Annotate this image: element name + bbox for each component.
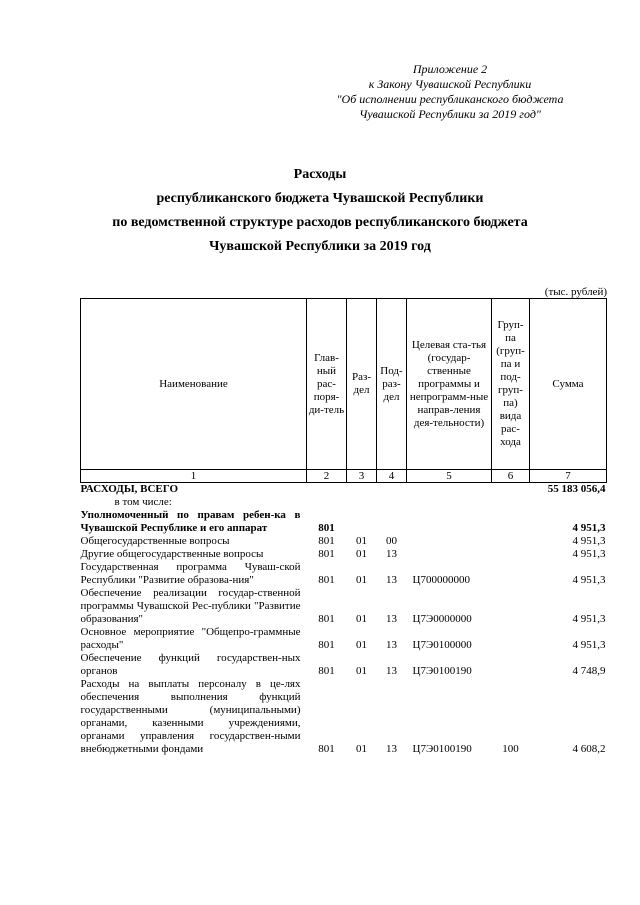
row-name: Обеспечение функций государствен-ных органов bbox=[80, 652, 301, 677]
col-header-section: Раз-дел bbox=[347, 299, 377, 470]
col-header-admin: Глав-ный рас-поря-ди-тель bbox=[307, 299, 347, 470]
row-sum: 4 951,3 bbox=[572, 574, 606, 586]
row-section: 01 bbox=[356, 535, 367, 547]
row-admin: 801 bbox=[318, 743, 335, 755]
row-group: 100 bbox=[502, 743, 519, 755]
row-name: Обеспечение реализации государ-ственной программы Чувашской Рес-публики "Развитие образования" bbox=[80, 587, 301, 625]
row-subsection: 13 bbox=[386, 548, 397, 560]
table-row bbox=[81, 678, 607, 756]
col-header-sum: Сумма bbox=[530, 299, 607, 470]
row-name: Государственная программа Чуваш-ской Республики "Развитие образова-ния" bbox=[80, 561, 301, 586]
row-subsection bbox=[377, 483, 407, 497]
col-number: 6 bbox=[492, 470, 530, 483]
row-target bbox=[407, 548, 492, 561]
row-subsection: 13 bbox=[386, 613, 397, 625]
table-row bbox=[81, 587, 607, 626]
row-subsection: 13 bbox=[386, 574, 397, 586]
row-section: 01 bbox=[356, 574, 367, 586]
row-section: 01 bbox=[356, 665, 367, 677]
row-target: Ц7Э0100000 bbox=[412, 639, 472, 651]
row-target: Ц7Э0100190 bbox=[412, 665, 472, 677]
row-admin bbox=[307, 483, 347, 497]
appendix-caption bbox=[300, 62, 600, 122]
row-sum: 4 951,3 bbox=[572, 639, 606, 651]
row-name: Уполномоченный по правам ребен-ка в Чувашской Республике и его аппарат bbox=[80, 509, 301, 534]
row-group bbox=[492, 626, 530, 652]
row-admin: 801 bbox=[318, 574, 335, 586]
row-target: Ц700000000 bbox=[412, 574, 470, 586]
appendix-line: Чувашской Республики за 2019 год" bbox=[359, 107, 541, 121]
col-number: 1 bbox=[81, 470, 307, 483]
table-row bbox=[81, 652, 607, 678]
row-subsection: 13 bbox=[386, 639, 397, 651]
table-row bbox=[81, 561, 607, 587]
row-target bbox=[407, 483, 492, 497]
table-row bbox=[81, 483, 607, 497]
col-header-group: Груп-па (груп-па и под-груп-па) вида рас-хода bbox=[492, 299, 530, 470]
row-name: в том числе: bbox=[114, 496, 172, 508]
appendix-line: Приложение 2 bbox=[412, 62, 488, 76]
row-target bbox=[407, 509, 492, 535]
table-row bbox=[81, 496, 607, 509]
row-name: Расходы на выплаты персоналу в це-лях обеспечения выполнения функций государственными (муниципальными) органами, казенными учреждениями, органами управления государствен-ными внебюджетными фондами bbox=[80, 678, 301, 755]
row-group bbox=[492, 548, 530, 561]
row-section bbox=[347, 483, 377, 497]
col-number: 3 bbox=[347, 470, 377, 483]
row-group bbox=[492, 509, 530, 535]
row-name: РАСХОДЫ, ВСЕГО bbox=[80, 483, 179, 495]
row-admin: 801 bbox=[318, 548, 335, 560]
row-group bbox=[492, 535, 530, 548]
col-number: 4 bbox=[377, 470, 407, 483]
document-title bbox=[0, 163, 640, 259]
row-sum: 4 608,2 bbox=[572, 743, 606, 755]
col-number: 7 bbox=[530, 470, 607, 483]
col-number: 2 bbox=[307, 470, 347, 483]
row-admin: 801 bbox=[318, 613, 335, 625]
col-header-name: Наименование bbox=[81, 299, 307, 470]
row-admin: 801 bbox=[318, 665, 335, 677]
row-group bbox=[492, 587, 530, 626]
row-sum: 4 951,3 bbox=[572, 522, 606, 534]
row-section: 01 bbox=[356, 743, 367, 755]
units-label: (тыс. рублей) bbox=[544, 286, 607, 298]
row-sum: 55 183 056,4 bbox=[547, 483, 606, 495]
row-name: Основное мероприятие "Общепро-граммные расходы" bbox=[80, 626, 301, 651]
title-line: по ведомственной структуре расходов республиканского бюджета bbox=[112, 215, 528, 230]
table-row bbox=[81, 535, 607, 548]
appendix-line: к Закону Чувашской Республики bbox=[368, 77, 532, 91]
table-row bbox=[81, 626, 607, 652]
row-group bbox=[492, 483, 530, 497]
row-sum: 4 748,9 bbox=[572, 665, 606, 677]
expenditure-table bbox=[80, 298, 607, 756]
row-subsection bbox=[377, 509, 407, 535]
table-row bbox=[81, 509, 607, 535]
table-row bbox=[81, 548, 607, 561]
row-target: Ц7Э0000000 bbox=[412, 613, 472, 625]
row-subsection: 13 bbox=[386, 743, 397, 755]
col-number: 5 bbox=[407, 470, 492, 483]
row-name: Другие общегосударственные вопросы bbox=[80, 548, 264, 560]
title-line: республиканского бюджета Чувашской Республики bbox=[156, 191, 484, 206]
row-sum: 4 951,3 bbox=[572, 535, 606, 547]
row-target bbox=[407, 535, 492, 548]
row-section bbox=[347, 509, 377, 535]
row-admin: 801 bbox=[318, 522, 335, 534]
appendix-line: "Об исполнении республиканского бюджета bbox=[336, 92, 564, 106]
row-section: 01 bbox=[356, 639, 367, 651]
row-name: Общегосударственные вопросы bbox=[80, 535, 230, 547]
row-subsection: 00 bbox=[386, 535, 397, 547]
title-line: Чувашской Республики за 2019 год bbox=[209, 239, 431, 254]
row-group bbox=[492, 652, 530, 678]
row-sum: 4 951,3 bbox=[572, 613, 606, 625]
row-section: 01 bbox=[356, 613, 367, 625]
row-subsection: 13 bbox=[386, 665, 397, 677]
title-line: Расходы bbox=[293, 167, 347, 182]
row-target: Ц7Э0100190 bbox=[412, 743, 472, 755]
row-group bbox=[492, 561, 530, 587]
row-sum: 4 951,3 bbox=[572, 548, 606, 560]
row-section: 01 bbox=[356, 548, 367, 560]
row-admin: 801 bbox=[318, 535, 335, 547]
row-admin: 801 bbox=[318, 639, 335, 651]
col-header-target: Целевая ста-тья (государ-ственные программы и непрограмм-ные направ-ления дея-тельности) bbox=[407, 299, 492, 470]
col-header-subsection: Под-раз-дел bbox=[377, 299, 407, 470]
